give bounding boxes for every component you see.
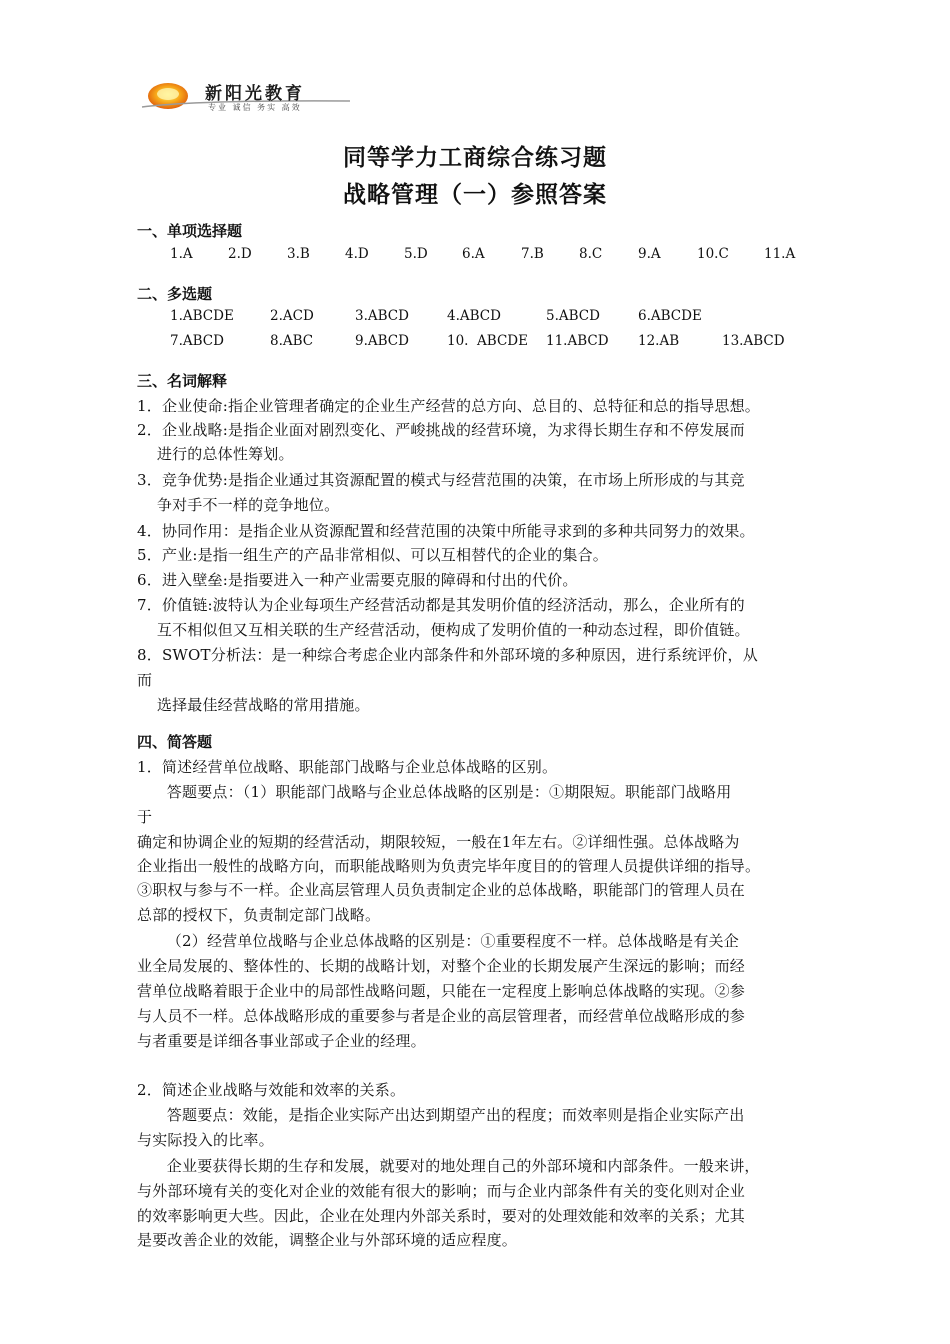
answer-item: 3.B: [287, 246, 310, 262]
text-line: 1．企业使命:指企业管理者确定的企业生产经营的总方向、总目的、总特征和总的指导思想。: [137, 397, 761, 415]
answer-item: 13.ABCD: [722, 333, 785, 349]
text-line: 2．简述企业战略与效能和效率的关系。: [137, 1081, 406, 1099]
answer-item: 7.ABCD: [170, 333, 224, 349]
text-line: 选择最佳经营战略的常用措施。: [137, 696, 370, 714]
answer-item: 10.C: [697, 246, 729, 262]
text-line: 而: [137, 671, 153, 689]
answer-item: 9.ABCD: [355, 333, 409, 349]
answer-item: 4.ABCD: [447, 308, 501, 324]
text-line: 进行的总体性筹划。: [137, 445, 294, 463]
text-line: 5．产业:是指一组生产的产品非常相似、可以互相替代的企业的集合。: [137, 546, 609, 564]
text-line: 6．进入壁垒:是指要进入一种产业需要克服的障碍和付出的代价。: [137, 571, 578, 589]
logo-name: 新阳光教育: [205, 84, 305, 104]
text-line: 与者重要是详细各事业部或子企业的经理。: [137, 1032, 426, 1050]
text-line: 答题要点：效能，是指企业实际产出达到期望产出的程度；而效率则是指企业实际产出: [137, 1106, 745, 1124]
section-heading-short-answer: 四、简答题: [137, 733, 213, 751]
answer-item: 6.ABCDE: [638, 308, 702, 324]
answer-item: 6.A: [462, 246, 485, 262]
answer-item: 7.B: [521, 246, 544, 262]
document-subtitle: 战略管理（一）参照答案: [343, 182, 607, 208]
text-line: 与人员不一样。总体战略形成的重要参与者是企业的高层管理者，而经营单位战略形成的参: [137, 1007, 746, 1025]
text-line: 业全局发展的、整体性的、长期的战略计划，对整个企业的长期发展产生深远的影响；而经: [137, 957, 746, 975]
answer-item: 8.C: [579, 246, 603, 262]
answer-item: 2.ACD: [270, 308, 314, 324]
text-line: 总部的授权下，负责制定部门战略。: [137, 906, 381, 924]
text-line: 3．竞争优势:是指企业通过其资源配置的模式与经营范围的决策，在市场上所形成的与其竞: [137, 471, 745, 489]
text-line: ③职权与参与不一样。企业高层管理人员负责制定企业的总体战略，职能部门的管理人员在: [137, 881, 746, 899]
answer-item: 1.A: [170, 246, 193, 262]
section-heading-multiple-choice: 二、多选题: [137, 285, 213, 303]
answer-item: 9.A: [638, 246, 661, 262]
answer-item: 11.A: [764, 246, 796, 262]
answer-item: 4.D: [345, 246, 369, 262]
text-line: 7．价值链:波特认为企业每项生产经营活动都是其发明价值的经济活动，那么，企业所有的: [137, 596, 745, 614]
text-line: 与实际投入的比率。: [137, 1131, 274, 1149]
text-line: 4．协同作用：是指企业从资源配置和经营范围的决策中所能寻求到的多种共同努力的效果。: [137, 522, 755, 540]
answer-item: 5.ABCD: [546, 308, 600, 324]
section-heading-single-choice: 一、单项选择题: [137, 222, 243, 240]
text-line: 是要改善企业的效能，调整企业与外部环境的适应程度。: [137, 1231, 518, 1249]
logo-slogan: 专业 诚信 务实 高效: [208, 103, 302, 112]
text-line: 与外部环境有关的变化对企业的效能有很大的影响；而与企业内部条件有关的变化则对企业: [137, 1182, 746, 1200]
text-line: 于: [137, 808, 153, 826]
section-heading-term-definitions: 三、名词解释: [137, 372, 228, 390]
text-line: 8．SWOT分析法：是一种综合考虑企业内部条件和外部环境的多种原因，进行系统评价，从: [137, 646, 758, 664]
answer-item: 2.D: [228, 246, 252, 262]
text-line: 答题要点：（1）职能部门战略与企业总体战略的区别是：①期限短。职能部门战略用: [137, 783, 732, 801]
answer-item: 1.ABCDE: [170, 308, 234, 324]
text-line: 企业要获得长期的生存和发展，就要对的地处理自己的外部环境和内部条件。一般来讲，: [137, 1157, 760, 1175]
document-title: 同等学力工商综合练习题: [343, 145, 607, 171]
answer-item: 3.ABCD: [355, 308, 409, 324]
answer-item: 10. ABCDE: [447, 333, 528, 349]
answer-item: 11.ABCD: [546, 333, 609, 349]
answer-item: 8.ABC: [270, 333, 314, 349]
text-line: 互不相似但又互相关联的生产经营活动，便构成了发明价值的一种动态过程，即价值链。: [137, 621, 750, 639]
text-line: 1．简述经营单位战略、职能部门战略与企业总体战略的区别。: [137, 758, 558, 776]
text-line: 争对手不一样的竞争地位。: [137, 496, 340, 514]
answer-item: 12.AB: [638, 333, 680, 349]
text-line: 的效率影响更大些。因此，企业在处理内外部关系时，要对的处理效能和效率的关系；尤其: [137, 1207, 746, 1225]
text-line: （2）经营单位战略与企业总体战略的区别是：①重要程度不一样。总体战略是有关企: [137, 932, 739, 950]
text-line: 企业指出一般性的战略方向，而职能战略则为负责完毕年度目的的管理人员提供详细的指导。: [137, 857, 761, 875]
text-line: 营单位战略着眼于企业中的局部性战略问题，只能在一定程度上影响总体战略的实现。②参: [137, 982, 746, 1000]
text-line: 确定和协调企业的短期的经营活动，期限较短，一般在1年左右。②详细性强。总体战略为: [137, 833, 740, 851]
answer-item: 5.D: [404, 246, 428, 262]
text-line: 2．企业战略:是指企业面对剧烈变化、严峻挑战的经营环境，为求得长期生存和不停发展而: [137, 421, 745, 439]
